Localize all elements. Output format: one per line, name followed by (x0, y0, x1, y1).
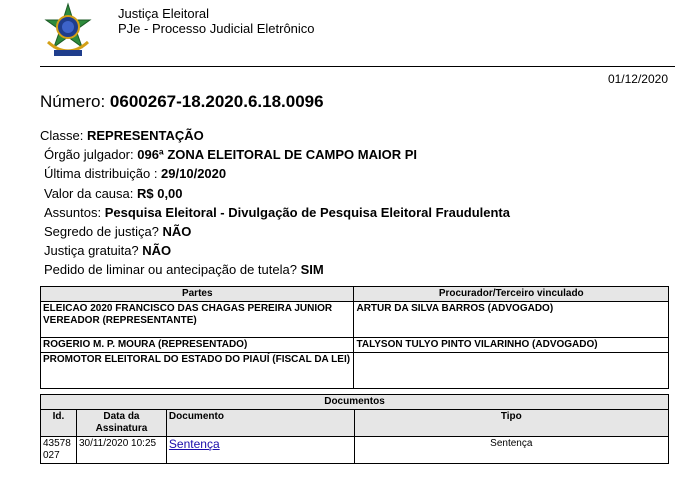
documentos-table (40, 394, 669, 464)
table-row (41, 302, 669, 338)
field-value: 096ª ZONA ELEITORAL DE CAMPO MAIOR PI (137, 147, 418, 162)
table-row (41, 338, 669, 353)
process-number-label: Número: (40, 92, 106, 111)
procurador-cell: ARTUR DA SILVA BARROS (ADVOGADO) (354, 302, 669, 338)
parte-cell: PROMOTOR ELEITORAL DO ESTADO DO PIAUÍ (FISCAL DA LEI) (41, 353, 354, 389)
field-value: R$ 0,00 (136, 186, 183, 201)
field-value: SIM (300, 262, 324, 277)
documento-header: Documento (166, 410, 354, 437)
field-label: Classe: (40, 128, 87, 143)
process-number-value: 0600267-18.2020.6.18.0096 (109, 92, 324, 111)
table-row (41, 437, 669, 464)
table-header-row (41, 287, 669, 302)
documento-cell (166, 437, 354, 464)
field-segredo-justica (44, 224, 191, 240)
table-header-row (41, 410, 669, 437)
header-divider (40, 66, 675, 67)
field-label: Justiça gratuita? (44, 243, 143, 258)
field-value: NÃO (142, 243, 172, 258)
field-label: Assuntos: (44, 205, 105, 220)
field-classe (40, 128, 204, 144)
parte-cell: ELEICAO 2020 FRANCISCO DAS CHAGAS PEREIRA JUNIOR VEREADOR (REPRESENTANTE) (41, 302, 354, 338)
tipo-header: Tipo (354, 410, 668, 437)
data-assinatura-header: Data da Assinatura (76, 410, 166, 437)
parte-cell: ROGERIO M. P. MOURA (REPRESENTADO) (41, 338, 354, 353)
field-value: Pesquisa Eleitoral - Divulgação de Pesquisa Eleitoral Fraudulenta (104, 205, 510, 220)
field-pedido-liminar (44, 262, 324, 278)
partes-header: Partes (41, 287, 354, 302)
field-ultima-distribuicao (44, 166, 226, 182)
id-header: Id. (41, 410, 77, 437)
procurador-header: Procurador/Terceiro vinculado (354, 287, 669, 302)
field-assuntos (44, 205, 510, 221)
field-label: Segredo de justiça? (44, 224, 163, 239)
field-value: 29/10/2020 (161, 166, 227, 181)
field-label: Órgão julgador: (44, 147, 138, 162)
procurador-cell (354, 353, 669, 389)
field-value: NÃO (162, 224, 192, 239)
field-valor-causa (44, 186, 183, 202)
field-orgao-julgador (44, 147, 417, 163)
partes-table (40, 286, 669, 389)
document-date: 01/12/2020 (607, 72, 668, 86)
header-subtitle: PJe - Processo Judicial Eletrônico (118, 21, 315, 36)
table-row (41, 353, 669, 389)
table-title-row (41, 395, 669, 410)
field-value: REPRESENTAÇÃO (86, 128, 204, 143)
header-title: Justiça Eleitoral (118, 6, 210, 21)
field-label: Valor da causa: (44, 186, 137, 201)
field-justica-gratuita (44, 243, 171, 259)
documentos-title: Documentos (41, 395, 669, 410)
field-label: Pedido de liminar ou antecipação de tutela? (44, 262, 301, 277)
documento-id: 43578027 (41, 437, 77, 464)
documento-data: 30/11/2020 10:25 (76, 437, 166, 464)
field-label: Última distribuição : (44, 166, 162, 181)
documento-tipo: Sentença (354, 437, 668, 464)
procurador-cell: TALYSON TULYO PINTO VILARINHO (ADVOGADO) (354, 338, 669, 353)
process-number (40, 92, 324, 112)
documento-link[interactable]: Sentença (168, 437, 220, 451)
brasao-logo (40, 2, 96, 62)
